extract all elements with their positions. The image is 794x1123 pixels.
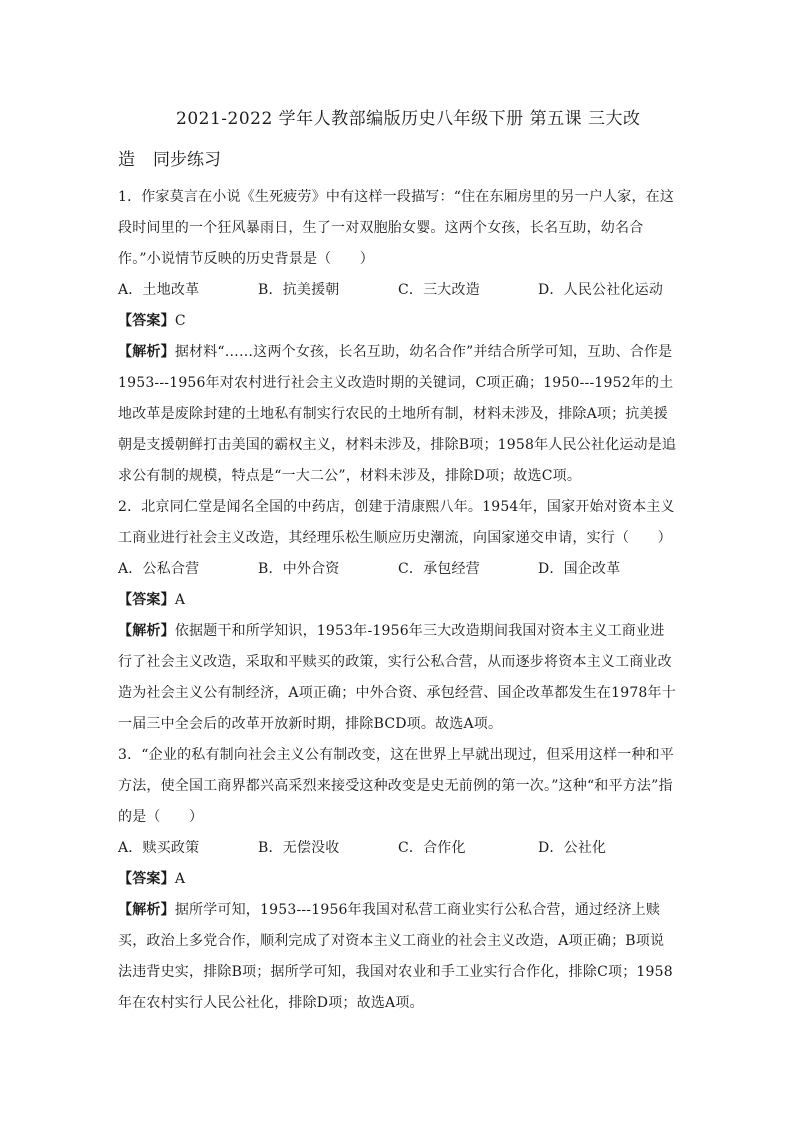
answer-value: C <box>174 313 186 329</box>
question-2-options <box>118 554 678 585</box>
question-2-option-a: A．公私合营 <box>118 561 200 577</box>
question-1-option-d: D．人民公社化运动 <box>538 282 664 298</box>
question-2-option-d: D．国企改革 <box>538 561 621 577</box>
question-2-analysis <box>118 616 678 740</box>
question-2-option-c: C．承包经营 <box>398 561 480 577</box>
question-1-option-b: B．抗美援朝 <box>258 282 340 298</box>
answer-label: 【答案】 <box>118 592 175 608</box>
answer-label: 【答案】 <box>118 871 175 887</box>
question-1-option-a: A．土地改革 <box>118 282 200 298</box>
question-1-option-c: C．三大改造 <box>398 282 480 298</box>
answer-label: 【答案】 <box>118 313 175 329</box>
analysis-text: 据材料“……这两个女孩，长名互助，幼名合作”并结合所学可知，互助、合作是1953---1956年对农村进行社会主义改造时期的关键词，C项正确；1950---1952年的土地改革是废除封建的土地私有制实行农民的土地所有制，材料未涉及，排除A项；抗美援朝是支援朝鲜打击美国的霸权主义，材料未涉及，排除B项；1958年人民公社化运动是追求公有制的规模，特点是“一大二公”，材料未涉及，排除D项；故选C项。 <box>118 344 677 484</box>
question-3-option-d: D．公社化 <box>538 840 607 856</box>
document-title-line2-end: 同步练习 <box>153 150 221 170</box>
question-1-stem: 1．作家莫言在小说《生死疲劳》中有这样一段描写：“住在东厢房里的另一户人家，在这段时间里的一个狂风暴雨日，生了一对双胞胎女婴。这两个女孩，长名互助，幼名合作。”小说情节反映的历史背景是（ ） <box>118 189 675 267</box>
question-list <box>118 182 678 1019</box>
analysis-label: 【解析】 <box>118 623 175 639</box>
question-1-options <box>118 275 678 306</box>
question-3-option-c: C．合作化 <box>398 840 466 856</box>
analysis-label: 【解析】 <box>118 902 175 918</box>
question-3-option-b: B．无偿没收 <box>258 840 340 856</box>
question-1-analysis <box>118 337 678 492</box>
question-3-stem: 3．“企业的私有制向社会主义公有制改变，这在世界上早就出现过，但采用这样一种和平方法，使全国工商界都兴高采烈来接受这种改变是史无前例的第一次。”这种“和平方法”指的是（ ） <box>118 747 675 825</box>
analysis-label: 【解析】 <box>118 344 175 360</box>
question-2-answer <box>118 585 678 616</box>
question-2-stem: 2．北京同仁堂是闻名全国的中药店，创建于清康熙八年。1954年，国家开始对资本主义工商业进行社会主义改造，其经理乐松生顺应历史潮流，向国家递交申请，实行（ ） <box>118 499 675 546</box>
question-3-analysis <box>118 895 678 1019</box>
question-3-option-a: A．赎买政策 <box>118 840 200 856</box>
document-title-line2 <box>118 147 221 173</box>
answer-value: A <box>174 871 186 887</box>
document-title-line1: 2021-2022 学年人教部编版历史八年级下册 第五课 三大改 <box>176 109 641 129</box>
analysis-text: 据所学可知，1953---1956年我国对私营工商业实行公私合营，通过经济上赎买，政治上多党合作，顺利完成了对资本主义工商业的社会主义改造，A项正确；B项说法违背史实，排除B项；据所学可知，我国对农业和手工业实行合作化，排除C项；1958年在农村实行人民公社化，排除D项；故选A项。 <box>118 902 673 1011</box>
document-title-line2-start: 造 <box>118 150 135 170</box>
analysis-text: 依据题干和所学知识，1953年-1956年三大改造期间我国对资本主义工商业进行了社会主义改造，采取和平赎买的政策，实行公私合营，从而逐步将资本主义工商业改造为社会主义公有制经济，A项正确；中外合资、承包经营、国企改革都发生在1978年十一届三中全会后的改革开放新时期，排除BCD项。故选A项。 <box>118 623 676 732</box>
question-3-answer <box>118 864 678 895</box>
answer-value: A <box>174 592 186 608</box>
question-1-answer <box>118 306 678 337</box>
question-2-option-b: B．中外合资 <box>258 561 340 577</box>
question-3-options <box>118 833 678 864</box>
